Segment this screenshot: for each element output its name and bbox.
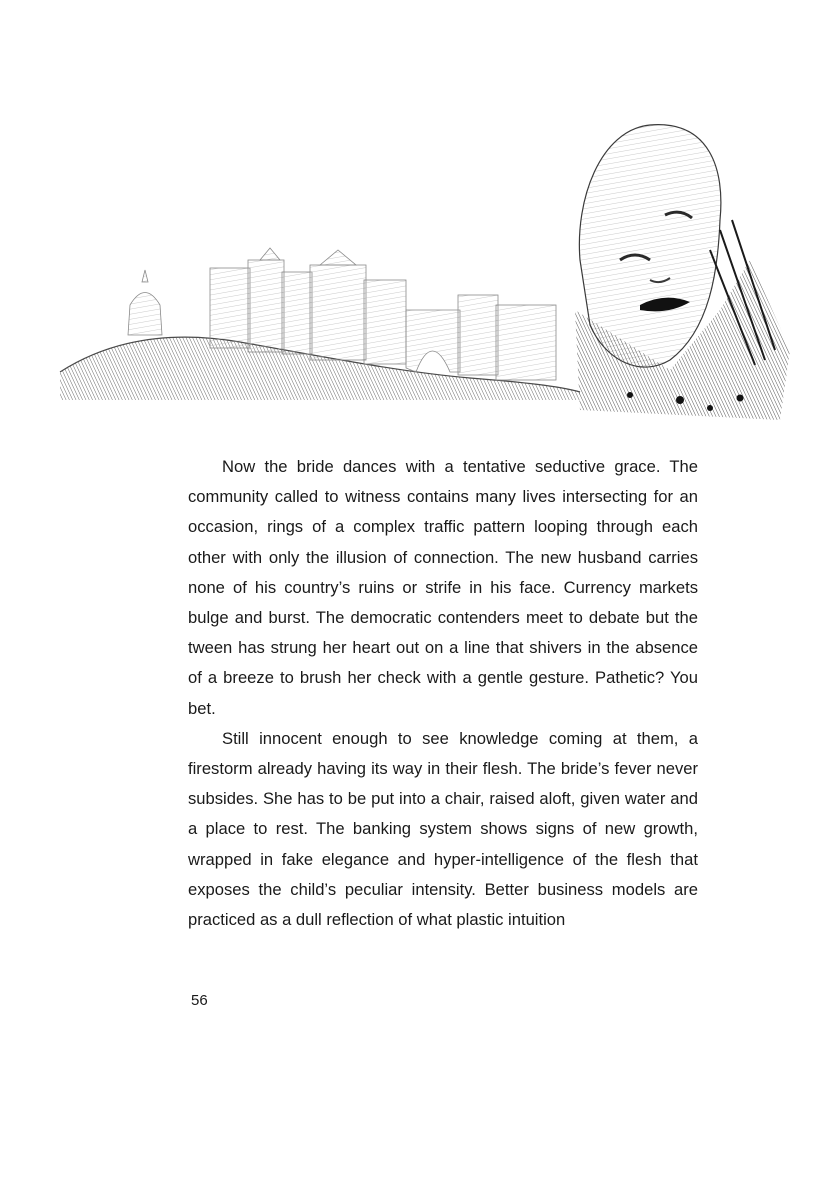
paragraph: Now the bride dances with a tentative seductive grace. The community called to witness contains many lives intersecting for an occasion, rings of a complex traffic pattern looping through each other with only the illusion of connection. The new husband carries none of his country’s ruins or strife in his face. Currency markets bulge and burst. The democratic contenders meet to debate but the tween has strung her heart out on a line that shivers in the absence of a breeze to brush her check with a gentle gesture. Pathetic? You bet. <box>188 457 698 718</box>
page-number: 56 <box>191 992 208 1009</box>
face-sketch <box>575 125 790 420</box>
sketch-illustration <box>20 110 800 430</box>
paragraph: Still innocent enough to see knowledge coming at them, a firestorm already having its way in their flesh. The bride’s fever never subsides. She has to be put into a chair, raised aloft, given water and a place to rest. The banking system shows signs of new growth, wrapped in fake elegance and hyper-intelligence of the flesh that exposes the child’s peculiar intensity. Better business models are practiced as a dull reflection of what plastic intuition <box>188 728 698 930</box>
body-text <box>188 452 698 935</box>
